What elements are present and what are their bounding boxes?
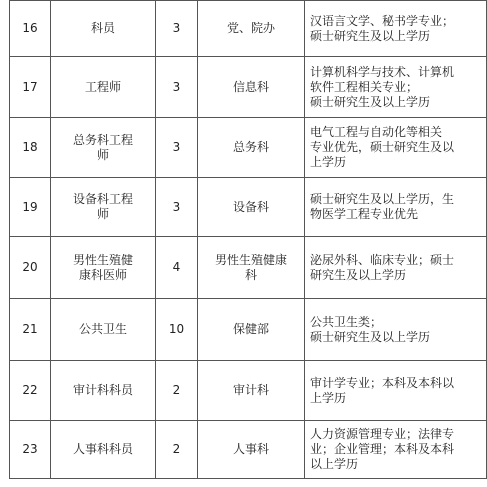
table-row	[10, 178, 487, 237]
position-title: 男性生殖健 康科医师	[51, 237, 156, 299]
department: 设备科	[198, 178, 305, 237]
requirements: 计算机科学与技术、计算机 软件工程相关专业； 硕士研究生及以上学历	[305, 57, 487, 118]
row-number: 18	[10, 118, 51, 178]
requirements: 汉语言文学、秘书学专业； 硕士研究生及以上学历	[305, 1, 487, 57]
table-row	[10, 421, 487, 479]
position-title: 公共卫生	[51, 299, 156, 361]
position-title: 人事科科员	[51, 421, 156, 479]
headcount: 2	[156, 421, 198, 479]
department: 男性生殖健康 科	[198, 237, 305, 299]
position-title: 审计科科员	[51, 361, 156, 421]
row-number: 17	[10, 57, 51, 118]
headcount: 3	[156, 1, 198, 57]
row-number: 19	[10, 178, 51, 237]
headcount: 4	[156, 237, 198, 299]
department: 总务科	[198, 118, 305, 178]
headcount: 2	[156, 361, 198, 421]
department: 人事科	[198, 421, 305, 479]
position-title: 科员	[51, 1, 156, 57]
requirements: 泌尿外科、临床专业；硕士 研究生及以上学历	[305, 237, 487, 299]
headcount: 3	[156, 57, 198, 118]
headcount: 3	[156, 118, 198, 178]
row-number: 21	[10, 299, 51, 361]
job-table	[9, 0, 487, 479]
requirements: 电气工程与自动化等相关 专业优先，硕士研究生及以 上学历	[305, 118, 487, 178]
headcount: 3	[156, 178, 198, 237]
table-row	[10, 57, 487, 118]
position-title: 工程师	[51, 57, 156, 118]
row-number: 22	[10, 361, 51, 421]
requirements: 人力资源管理专业；法律专 业；企业管理；本科及本科 以上学历	[305, 421, 487, 479]
requirements: 审计学专业；本科及本科以 上学历	[305, 361, 487, 421]
department: 信息科	[198, 57, 305, 118]
table-row	[10, 118, 487, 178]
requirements: 硕士研究生及以上学历，生 物医学工程专业优先	[305, 178, 487, 237]
table-row	[10, 237, 487, 299]
table-row	[10, 361, 487, 421]
headcount: 10	[156, 299, 198, 361]
position-title: 设备科工程 师	[51, 178, 156, 237]
row-number: 23	[10, 421, 51, 479]
row-number: 20	[10, 237, 51, 299]
department: 保健部	[198, 299, 305, 361]
table-row	[10, 299, 487, 361]
department: 党、院办	[198, 1, 305, 57]
table-row	[10, 1, 487, 57]
row-number: 16	[10, 1, 51, 57]
position-title: 总务科工程 师	[51, 118, 156, 178]
requirements: 公共卫生类； 硕士研究生及以上学历	[305, 299, 487, 361]
department: 审计科	[198, 361, 305, 421]
